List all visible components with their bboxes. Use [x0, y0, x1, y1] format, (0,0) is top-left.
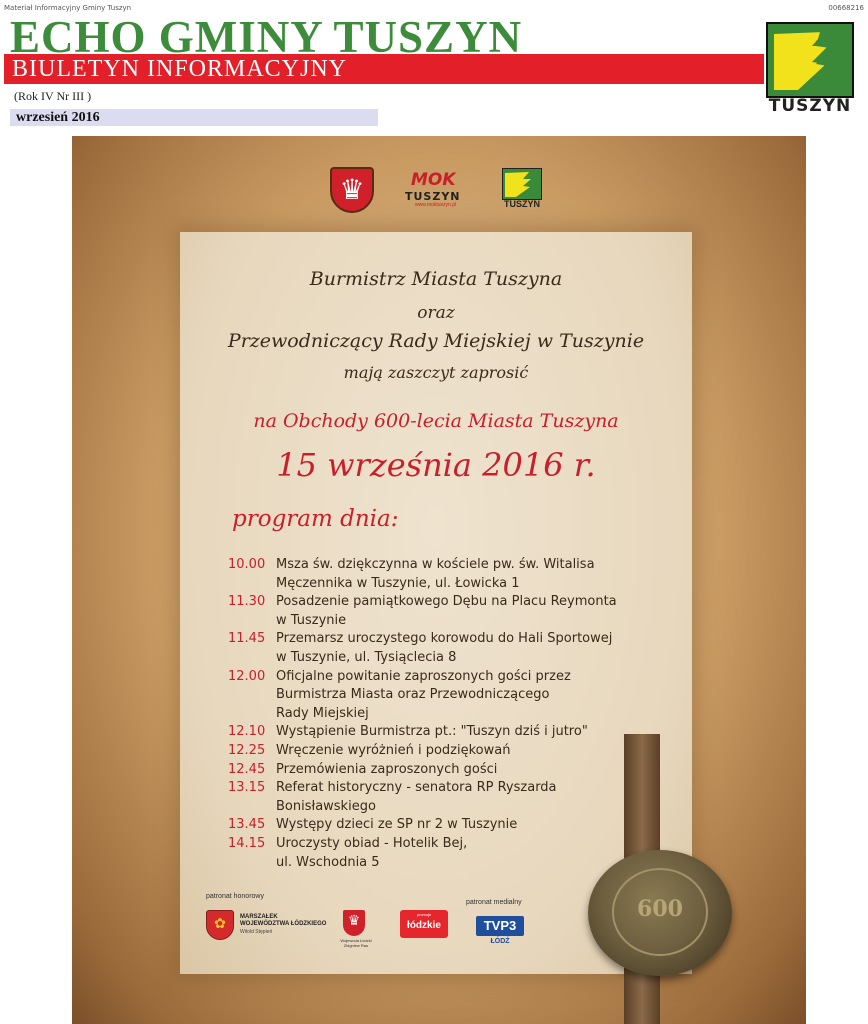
- program-time: 11.45: [228, 631, 266, 647]
- program-item: [228, 779, 648, 816]
- polish-eagle-icon: ♛: [330, 167, 374, 213]
- program-text: Uroczysty obiad - Hotelik Bej, ul. Wschodnia 5: [276, 835, 468, 870]
- document-number: 00668216: [828, 4, 864, 12]
- mok-logo-url: www.moktuszyn.pl: [415, 202, 457, 208]
- program-item: [228, 593, 648, 630]
- program-item: [228, 556, 648, 593]
- voivode-eagle-icon: ♛: [343, 910, 365, 936]
- tuszyn-small-logo-text: TUSZYN: [504, 199, 540, 209]
- marshal-title: MARSZAŁEK WOJEWÓDZTWA ŁÓDZKIEGO: [240, 914, 327, 927]
- occasion-title: na Obchody 600-lecia Miasta Tuszyna: [253, 410, 619, 432]
- program-time: 11.30: [228, 594, 266, 610]
- marshal-name: Witold Stępień: [240, 929, 273, 935]
- program-list: [228, 556, 648, 872]
- lodzkie-logo-top: promuje: [416, 912, 432, 917]
- program-time: 13.15: [228, 780, 266, 796]
- tuszyn-logo-text: TUSZYN: [768, 96, 852, 116]
- program-time: 12.45: [228, 761, 266, 777]
- program-item: [228, 723, 648, 742]
- lodzkie-logo-text: łódzkie: [407, 920, 441, 931]
- voivode-text: Wojewoda Łódzki Zbigniew Rau: [340, 938, 372, 948]
- issue-number: (Rok IV Nr III ): [14, 89, 92, 103]
- program-time: 13.45: [228, 817, 266, 833]
- bulletin-subtitle: BIULETYN INFORMACYJNY: [12, 56, 348, 82]
- program-text: Oficjalne powitanie zaproszonych gości przez Burmistrza Miasta oraz Przewodniczącego Rady Miejskiej: [276, 668, 571, 721]
- program-text: Przemarsz uroczystego korowodu do Hali Sportowej w Tuszynie, ul. Tysiąclecia 8: [276, 631, 613, 665]
- tvp3-city: ŁÓDŹ: [490, 938, 510, 945]
- program-text: Msza św. dziękczynna w kościele pw. św. Witalisa Męczennika w Tuszynie, ul. Łowicka 1: [276, 557, 595, 591]
- invitation-line-3: Przewodniczący Rady Miejskiej w Tuszynie: [227, 330, 645, 352]
- issue-date: wrzesień 2016: [16, 110, 100, 125]
- program-item: [228, 668, 648, 724]
- invitation-line-4: mają zaszczyt zaprosić: [343, 363, 529, 382]
- tvp3-logo: [476, 916, 524, 936]
- program-time: 12.10: [228, 724, 266, 740]
- lodz-voivodeship-crest-icon: ✿: [206, 910, 234, 940]
- invitation-line-1: Burmistrz Miasta Tuszyna: [309, 268, 563, 290]
- program-text: Posadzenie pamiątkowego Dębu na Placu Reymonta w Tuszynie: [276, 594, 617, 628]
- seal-ring: [612, 868, 708, 956]
- tvp3-logo-text: TVP3: [476, 916, 524, 936]
- program-item: [228, 835, 648, 872]
- invitation-line-2: oraz: [417, 303, 455, 323]
- wax-seal-icon: [588, 850, 732, 976]
- program-item: [228, 761, 648, 780]
- program-time: 14.15: [228, 835, 266, 851]
- mok-logo-sub: TUSZYN: [405, 190, 461, 203]
- honorary-patronage-label: patronat honorowy: [206, 893, 264, 900]
- lodzkie-logo: [400, 910, 448, 938]
- program-text: Występy dzieci ze SP nr 2 w Tuszynie: [276, 817, 518, 833]
- masthead-title: ECHO GMINY TUSZYN: [10, 12, 523, 62]
- tuszyn-small-logo: [500, 166, 544, 210]
- tree-small-icon: [503, 169, 541, 199]
- program-text: Wystąpienie Burmistrza pt.: "Tuszyn dziś i jutro": [276, 724, 588, 740]
- program-time: 12.00: [228, 668, 266, 684]
- program-item: [228, 742, 648, 761]
- top-left-caption: Materiał Informacyjny Gminy Tuszyn: [4, 4, 132, 12]
- program-item: [228, 630, 648, 667]
- tree-logo-icon: [768, 24, 852, 96]
- event-date: 15 września 2016 r.: [276, 446, 596, 484]
- media-patronage-label: patronat medialny: [466, 899, 522, 906]
- program-time: 10.00: [228, 557, 266, 572]
- program-text: Przemówienia zaproszonych gości: [276, 761, 498, 777]
- program-text: Referat historyczny - senatora RP Ryszarda Bonisławskiego: [276, 780, 557, 814]
- program-item: [228, 816, 648, 835]
- mok-logo: [405, 170, 477, 210]
- program-text: Wręczenie wyróżnień i podziękowań: [276, 742, 511, 758]
- program-time: 12.25: [228, 742, 266, 758]
- mok-logo-title: MOK: [411, 170, 456, 190]
- tuszyn-logo: [766, 22, 854, 98]
- seal-600-text: 600: [637, 896, 683, 922]
- program-heading: program dnia:: [232, 506, 399, 532]
